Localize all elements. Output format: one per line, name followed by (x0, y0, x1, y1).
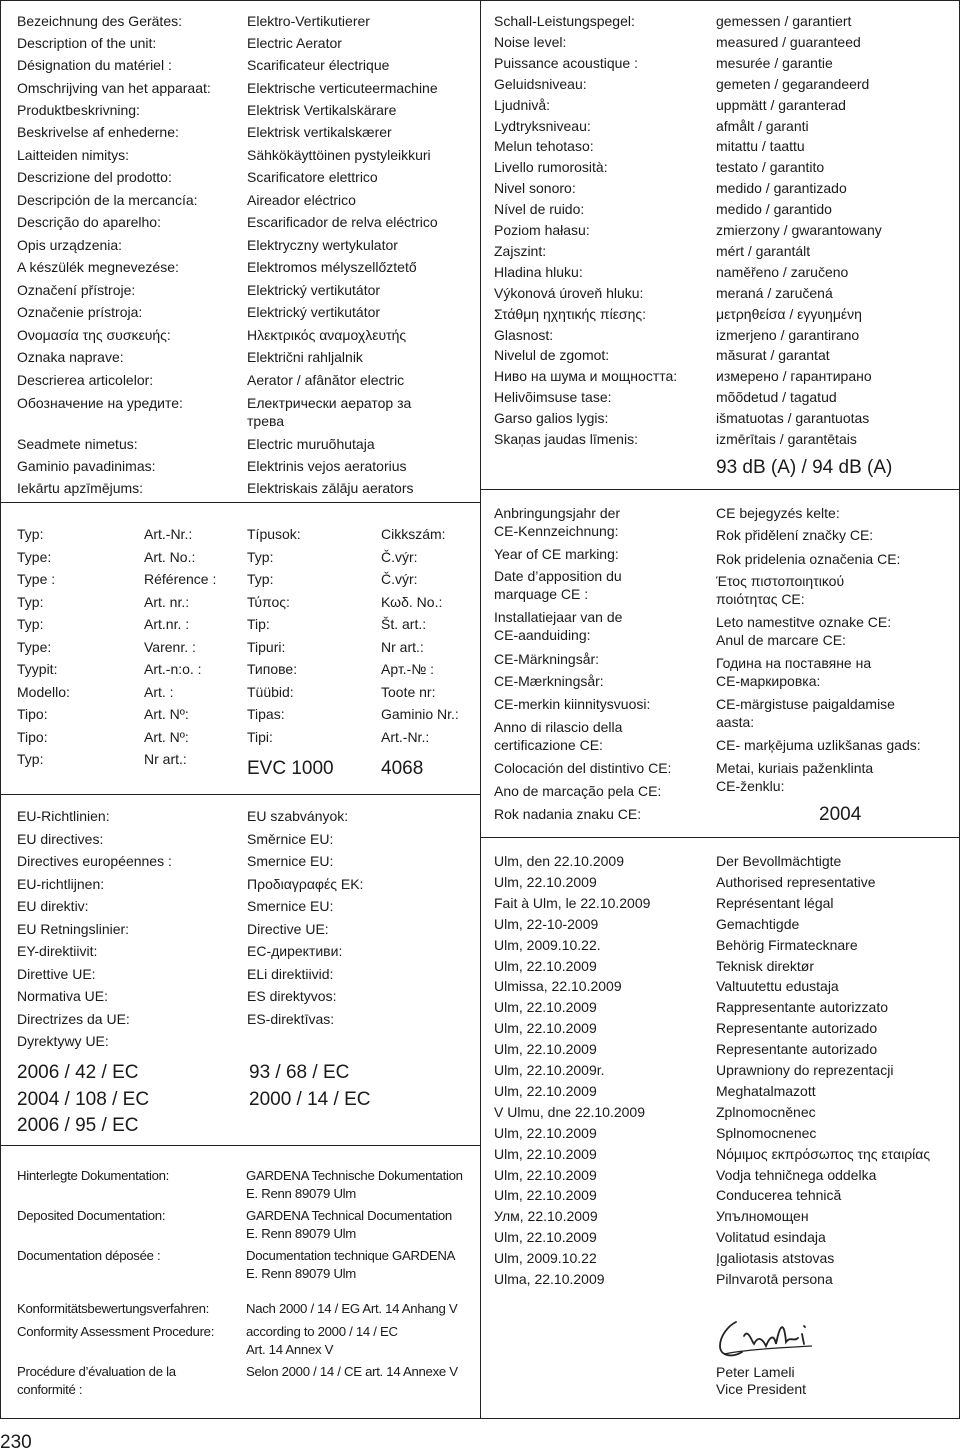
noise-label: Livello rumorosità: (494, 159, 608, 176)
noise-label: Lydtryksniveau: (494, 117, 591, 134)
noise-measure: mõõdetud / tagatud (716, 389, 837, 406)
type-cell: Référence : (144, 571, 217, 587)
ce-label: Colocación del distintivo CE: (494, 760, 672, 776)
type-cell: Κωδ. No.: (381, 593, 443, 610)
device-label: Descrição do aparelho: (17, 214, 161, 230)
ce-label: Ano de marcação pela CE: (494, 783, 662, 799)
noise-measure: išmatuotas / garantuotas (716, 410, 870, 427)
directive-label: Normativa UE: (17, 988, 109, 1004)
type-cell: Typ: (17, 616, 44, 632)
signatory-title: Įgaliotasis atstovas (716, 1250, 835, 1267)
signature-date: Ulmissa, 22.10.2009 (494, 978, 622, 995)
signature-date: Fait à Ulm, le 22.10.2009 (494, 894, 651, 911)
noise-measure: mért / garantált (716, 242, 811, 259)
conformity-value: according to 2000 / 14 / EC (246, 1324, 398, 1339)
directive-label: EU-richtlijnen: (17, 875, 105, 892)
signatory-title: Representante autorizado (716, 1041, 878, 1058)
ce-label: Installatiejaar van de (494, 609, 623, 625)
device-label: Désignation du matériel : (17, 57, 172, 73)
ce-label: CE-Märkningsår: (494, 651, 600, 667)
model-number: EVC 1000 (247, 758, 334, 779)
signer-title: Vice President (716, 1381, 807, 1397)
directive-label: ELi direktiivid: (247, 965, 334, 982)
type-cell: Art. No.: (144, 548, 196, 565)
device-label: Produktbeskrivning: (17, 102, 140, 118)
signature-date: Ulm, 22.10.2009 (494, 1124, 597, 1141)
signatory-title: Représentant légal (716, 894, 834, 911)
type-cell: Tipo: (17, 728, 48, 745)
directive-label: ES direktyvos: (247, 988, 337, 1004)
signature-date: Ulm, 22-10-2009 (494, 915, 599, 932)
device-value: Escarificador de relva eléctrico (247, 214, 438, 230)
type-cell: Típusok: (247, 526, 301, 542)
directive-label: Smernice EU: (247, 898, 334, 914)
directive-label: EU direktiv: (17, 898, 89, 914)
ce-label: CE-aanduiding: (494, 627, 591, 643)
signatory-title: Representante autorizado (716, 1020, 878, 1037)
device-value: Elektrisk Vertikalskärare (247, 102, 397, 118)
type-cell: Št. art.: (381, 616, 427, 632)
signature-date: Ulm, 2009.10.22. (494, 936, 601, 953)
device-label: Označenie prístroja: (17, 304, 143, 320)
signature-date: Ulm, 22.10.2009 (494, 957, 597, 974)
ce-label: CE-ženklu: (716, 778, 785, 794)
type-cell: Č.výr: (381, 571, 418, 587)
type-cell: Art. nr.: (144, 593, 190, 610)
documentation-value: GARDENA Technische Dokumentation (246, 1168, 463, 1183)
device-value: Sähkökäyttöinen pystyleikkuri (247, 147, 431, 163)
noise-measure: gemeten / gegarandeerd (716, 75, 870, 92)
type-cell: Art. : (144, 683, 174, 700)
device-value: Ηλεκτρικός αναμοχλευτής (247, 327, 407, 343)
noise-measure: izmērītais / garantētais (716, 431, 857, 447)
ce-label: CE-merkin kiinnitysvuosi: (494, 696, 651, 712)
device-label: Description of the unit: (17, 35, 157, 51)
device-value: Elektrisk vertikalskærer (247, 124, 392, 140)
signature-date: Ulm, 22.10.2009 (494, 1166, 597, 1183)
noise-measure: măsurat / garantat (716, 347, 830, 364)
signatory-title: Gemachtigde (716, 915, 800, 932)
directive-code: 2006 / 95 / EC (17, 1115, 139, 1136)
signature-date: Ulm, 22.10.2009r. (494, 1062, 605, 1078)
device-label: Omschrijving van het apparaat: (17, 80, 211, 96)
ce-label: certificazione CE: (494, 737, 603, 753)
device-value: Elektrinis vejos aeratorius (247, 458, 407, 474)
device-value: Electric muruõhutaja (247, 436, 375, 452)
noise-measure: gemessen / garantiert (716, 13, 852, 29)
noise-measure: measured / guaranteed (716, 33, 861, 50)
signature-image (714, 1314, 824, 1364)
device-label: Oznaka naprave: (17, 349, 124, 365)
ce-label: CE- marķējuma uzlikšanas gads: (716, 737, 921, 753)
noise-label: Skaņas jaudas līmenis: (494, 431, 638, 447)
noise-measure: mitattu / taattu (716, 138, 805, 155)
signature-date: Ulm, 22.10.2009 (494, 1229, 597, 1246)
type-cell: Typ: (17, 593, 44, 610)
directive-label: Directive UE: (247, 920, 329, 937)
conformity-value: Selon 2000 / 14 / CE art. 14 Annexe V (246, 1364, 458, 1379)
directive-label: Smernice EU: (247, 853, 334, 869)
noise-label: Poziom hałasu: (494, 222, 590, 238)
ce-label: Year of CE marking: (494, 546, 619, 562)
noise-measure: измерено / гарантирано (716, 368, 872, 385)
conformity-value: Nach 2000 / 14 / EG Art. 14 Anhang V (246, 1301, 458, 1316)
signatory-title: Authorised representative (716, 873, 876, 890)
signatory-title: Conducerea tehnică (716, 1187, 842, 1204)
type-cell: Č.výr: (381, 548, 418, 565)
signatory-title: Pilnvarotā persona (716, 1271, 833, 1287)
signature-date: Ulm, den 22.10.2009 (494, 853, 624, 869)
device-value: Scarificateur électrique (247, 57, 390, 73)
directive-code: 2000 / 14 / EC (249, 1088, 371, 1110)
documentation-label: Hinterlegte Dokumentation: (17, 1168, 170, 1183)
device-label: Laitteiden nimitys: (17, 147, 130, 163)
signatory-title: Zplnomocněnec (716, 1103, 816, 1120)
ce-label: Leto namestitve oznake CE: (716, 614, 892, 630)
type-cell: Tipas: (247, 706, 285, 722)
device-label: A készülék megnevezése: (17, 259, 179, 275)
signature-date: Ulm, 22.10.2009 (494, 999, 597, 1016)
ce-label: Anul de marcare CE: (716, 632, 846, 648)
type-cell: Varenr. : (144, 638, 196, 655)
documentation-value: Documentation technique GARDENA (246, 1248, 456, 1263)
device-value: трева (247, 413, 285, 429)
conformity-label-cont: conformité : (17, 1382, 83, 1397)
noise-measure: uppmätt / garanterad (716, 96, 846, 113)
signatory-title: Meghatalmazott (716, 1082, 816, 1099)
device-label: Označení přístroje: (17, 282, 136, 298)
ce-label: Έτος πιστοποιητικού (716, 573, 845, 589)
device-label: Bezeichnung des Gerätes: (17, 13, 182, 29)
ce-label: Rok přidělení značky CE: (716, 527, 874, 543)
device-label: Обозначение на уредите: (17, 395, 183, 411)
noise-measure: izmerjeno / garantirano (716, 326, 860, 343)
type-cell: Type: (17, 638, 52, 655)
noise-label: Στάθμη ηχητικής πίεσης: (494, 305, 646, 322)
noise-label: Geluidsniveau: (494, 75, 587, 92)
noise-label: Nivel sonoro: (494, 180, 576, 197)
directive-label: Προδιαγραφές ΕΚ: (247, 875, 364, 892)
ce-label: marquage CE : (494, 586, 589, 602)
signer-name: Peter Lameli (716, 1364, 795, 1380)
documentation-address: E. Renn 89079 Ulm (246, 1186, 356, 1201)
noise-label: Nível de ruido: (494, 201, 585, 218)
ce-label: ποιότητας CE: (716, 591, 805, 607)
type-cell: Type: (17, 548, 52, 565)
directive-label: Direttive UE: (17, 965, 96, 982)
ce-label: aasta: (716, 714, 755, 730)
device-label: Seadmete nimetus: (17, 436, 138, 452)
conformity-label: Procédure d’évaluation de la (17, 1364, 176, 1379)
noise-label: Hladina hluku: (494, 263, 583, 280)
ce-label: CE-Mærkningsår: (494, 673, 604, 689)
noise-label: Noise level: (494, 33, 567, 50)
type-cell: Nr art.: (144, 751, 187, 767)
noise-label: Výkonová úroveň hluku: (494, 284, 644, 301)
noise-measure: testato / garantito (716, 159, 825, 176)
noise-measure: medido / garantizado (716, 180, 847, 197)
signature-date: Ulm, 22.10.2009 (494, 1020, 597, 1037)
device-value: Elektro-Vertikutierer (247, 13, 370, 29)
directive-code: 93 / 68 / EC (249, 1062, 350, 1083)
signatory-title: Teknisk direktør (716, 957, 815, 974)
signatory-title: Uprawniony do reprezentacji (716, 1062, 894, 1078)
type-cell: Art.nr. : (144, 616, 190, 632)
type-cell: Cikkszám: (381, 526, 446, 542)
ce-label: Rok nadania znaku CE: (494, 806, 642, 822)
device-value: Scarificatore elettrico (247, 169, 378, 185)
type-cell: Art. Nº: (144, 728, 189, 745)
signatory-title: Vodja tehničnega oddelka (716, 1166, 877, 1183)
noise-label: Melun tehotaso: (494, 138, 594, 155)
signature-date: Ulm, 22.10.2009 (494, 873, 597, 890)
signature-date: V Ulmu, dne 22.10.2009 (494, 1103, 645, 1120)
signature-date: Ulm, 22.10.2009 (494, 1145, 597, 1162)
noise-measure: meraná / zaručená (716, 284, 833, 301)
type-cell: Modello: (17, 683, 70, 700)
type-cell: Typ: (247, 548, 274, 565)
directive-label: EU-Richtlinien: (17, 808, 110, 824)
ce-label: CE-Kennzeichnung: (494, 523, 619, 539)
signatory-title: Νόμιμος εκπρόσωπος της εταιρίας (716, 1145, 931, 1162)
conformity-label: Conformity Assessment Procedure: (17, 1324, 215, 1339)
conformity-value-cont: Art. 14 Annex V (246, 1342, 334, 1357)
device-label: Descrierea articolelor: (17, 372, 154, 388)
type-cell: Tipuri: (247, 638, 286, 655)
device-label: Ονομασία της συσκευής: (17, 327, 171, 343)
signature-date: Ulm, 22.10.2009 (494, 1082, 597, 1099)
noise-label: Garso galios lygis: (494, 410, 609, 427)
ce-year: 2004 (819, 804, 862, 825)
ce-label: CE-маркировка: (716, 673, 821, 689)
signatory-title: Splnomocnenec (716, 1124, 817, 1141)
type-cell: Nr art.: (381, 638, 424, 655)
device-value: Elektromos mélyszellőztető (247, 259, 417, 275)
device-label: Descripción de la mercancía: (17, 192, 198, 208)
noise-label: Puissance acoustique : (494, 54, 638, 71)
type-cell: Tipi: (247, 728, 273, 745)
type-cell: Toote nr: (381, 683, 436, 700)
directive-code: 2004 / 108 / EC (17, 1088, 150, 1110)
directive-label: EU Retningslinier: (17, 920, 130, 937)
device-value: Electric Aerator (247, 35, 342, 51)
type-cell: Τύπος: (247, 593, 290, 610)
directive-label: ЕС-директиви: (247, 943, 343, 959)
type-cell: Typ: (17, 751, 44, 767)
signatory-title: Valtuutettu edustaja (716, 978, 839, 995)
noise-measure: zmierzony / gwarantowany (716, 222, 882, 238)
documentation-address: E. Renn 89079 Ulm (246, 1266, 356, 1281)
noise-label: Nivelul de zgomot: (494, 347, 610, 364)
noise-measure: afmålt / garanti (716, 117, 809, 134)
type-cell: Типове: (247, 661, 298, 677)
type-cell: Gaminio Nr.: (381, 706, 459, 722)
directive-label: EU directives: (17, 830, 104, 847)
directive-label: Dyrektywy UE: (17, 1033, 109, 1049)
page-number: 230 (0, 1432, 32, 1453)
signatory-title: Volitatud esindaja (716, 1229, 826, 1246)
noise-label: Glasnost: (494, 326, 554, 343)
ce-label: Anno di rilascio della (494, 719, 623, 735)
noise-measure: mesurée / garantie (716, 54, 833, 71)
type-cell: Tüübid: (247, 683, 294, 700)
device-label: Iekārtu apzīmējums: (17, 480, 144, 496)
signatory-title: Der Bevollmächtigte (716, 853, 842, 869)
device-value: Elektrický vertikutátor (247, 282, 381, 298)
noise-label: Ниво на шума и мощността: (494, 368, 678, 385)
signatory-title: Упълномощен (716, 1208, 809, 1225)
type-cell: Арт.-№ : (381, 661, 435, 677)
type-cell: Art.-n:o. : (144, 661, 202, 677)
type-cell: Tipo: (17, 706, 48, 722)
type-cell: Tip: (247, 616, 270, 632)
directive-label: Směrnice EU: (247, 830, 334, 847)
directive-label: EU szabványok: (247, 808, 349, 824)
directive-label: Directrizes da UE: (17, 1010, 130, 1027)
device-label: Gaminio pavadinimas: (17, 458, 156, 474)
device-value: Aireador eléctrico (247, 192, 356, 208)
signature-date: Ulma, 22.10.2009 (494, 1271, 605, 1287)
device-value: Aerator / afânător electric (247, 372, 405, 388)
signature-date: Ulm, 22.10.2009 (494, 1041, 597, 1058)
type-cell: Art. Nº: (144, 706, 189, 722)
device-value: Električni rahljalnik (247, 349, 363, 365)
device-label: Descrizione del prodotto: (17, 169, 172, 185)
documentation-value: GARDENA Technical Documentation (246, 1208, 452, 1223)
device-value: Elektrický vertikutátor (247, 304, 381, 320)
noise-label: Schall-Leistungspegel: (494, 13, 635, 29)
signatory-title: Rappresentante autorizzato (716, 999, 888, 1016)
device-value: Elektriskais zālāju aerators (247, 480, 414, 496)
noise-label: Zajszint: (494, 242, 547, 259)
device-value: Elektrische verticuteermachine (247, 80, 438, 96)
type-cell: Typ: (247, 571, 274, 587)
noise-measure: μετρηθείσα / εγγυημένη (716, 305, 862, 322)
type-cell: Tyypit: (17, 661, 58, 677)
signature-date: Улм, 22.10.2009 (494, 1208, 598, 1225)
conformity-label: Konformitätsbewertungsverfahren: (17, 1301, 209, 1316)
ce-label: Anbringungsjahr der (494, 505, 621, 521)
device-label: Beskrivelse af enhederne: (17, 124, 179, 140)
ce-label: Година на поставяне на (716, 655, 872, 671)
signature-date: Ulm, 22.10.2009 (494, 1187, 597, 1204)
directive-label: EY-direktiivit: (17, 943, 98, 959)
signatory-title: Behörig Firmatecknare (716, 936, 858, 953)
noise-label: Helivõimsuse tase: (494, 389, 612, 406)
documentation-label: Documentation déposée : (17, 1248, 161, 1263)
ce-label: Date d’apposition du (494, 568, 622, 584)
directive-code: 2006 / 42 / EC (17, 1062, 139, 1083)
device-value: Elektryczny wertykulator (247, 237, 398, 253)
type-cell: Typ: (17, 526, 44, 542)
type-cell: Type : (17, 571, 56, 587)
device-label: Opis urządzenia: (17, 237, 123, 253)
device-value: Електрически аератор за (247, 395, 412, 411)
noise-measure: medido / garantido (716, 201, 832, 218)
documentation-label: Deposited Documentation: (17, 1208, 166, 1223)
directive-label: Directives européennes : (17, 853, 172, 869)
ce-label: Rok pridelenia označenia CE: (716, 551, 901, 567)
signature-date: Ulm, 2009.10.22 (494, 1250, 597, 1267)
type-cell: Art.-Nr.: (144, 526, 193, 542)
noise-value: 93 dB (A) / 94 dB (A) (716, 457, 893, 478)
ce-label: CE-märgistuse paigaldamise (716, 696, 895, 712)
directive-label: ES-direktīvas: (247, 1010, 335, 1027)
type-cell: Art.-Nr.: (381, 728, 430, 745)
article-number: 4068 (381, 758, 424, 779)
noise-label: Ljudnivå: (494, 96, 551, 113)
documentation-address: E. Renn 89079 Ulm (246, 1226, 356, 1241)
ce-label: Metai, kuriais paženklinta (716, 760, 874, 776)
ce-label: CE bejegyzés kelte: (716, 505, 840, 521)
noise-measure: naměřeno / zaručeno (716, 263, 849, 280)
